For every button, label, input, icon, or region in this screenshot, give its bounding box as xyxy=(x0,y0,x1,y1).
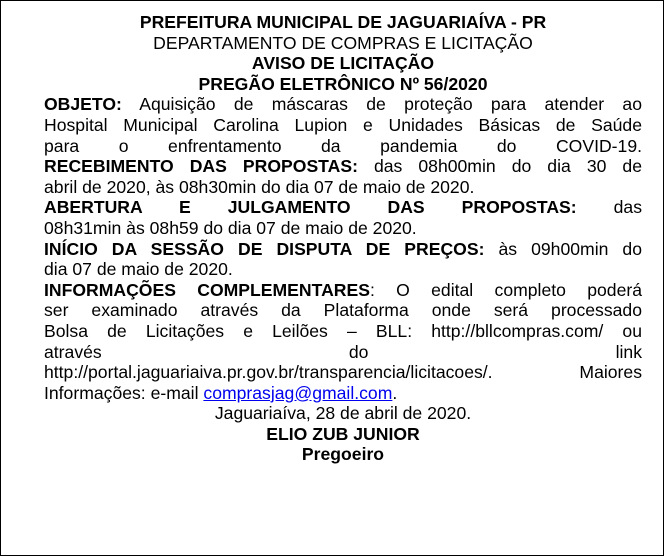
place-date: Jaguariaíva, 28 de abril de 2020. xyxy=(214,403,472,424)
objeto-line-1 xyxy=(44,94,642,115)
header-auction-number: PREGÃO ELETRÔNICO Nº 56/2020 xyxy=(198,73,488,94)
header-department: DEPARTAMENTO DE COMPRAS E LICITAÇÃO xyxy=(153,32,533,53)
inicio-line-2: dia 07 de maio de 2020. xyxy=(44,259,233,280)
informacoes-email-suffix: . xyxy=(392,382,398,403)
email-link[interactable]: comprasjag@gmail.com xyxy=(203,382,393,403)
objeto-line-3 xyxy=(44,136,642,157)
informacoes-email-prefix: Informações: e-mail xyxy=(44,382,199,403)
inicio-line-1 xyxy=(44,239,642,260)
objeto-text-3: para o enfrentamento da pandemia do COVID-19. xyxy=(44,135,642,156)
abertura-text-1: das xyxy=(613,197,642,218)
informacoes-line-1 xyxy=(44,280,642,301)
abertura-label: ABERTURA E JULGAMENTO DAS PROPOSTAS: xyxy=(44,197,577,218)
abertura-line-1 xyxy=(44,197,642,218)
objeto-label: OBJETO: xyxy=(44,94,122,115)
inicio-label: INÍCIO DA SESSÃO DE DISPUTA DE PREÇOS: xyxy=(44,238,485,259)
informacoes-text-1: : O edital completo poderá xyxy=(369,279,642,300)
informacoes-line-6 xyxy=(44,383,642,404)
recebimento-label: RECEBIMENTO DAS PROPOSTAS: xyxy=(44,156,358,177)
recebimento-line-1 xyxy=(44,156,642,177)
objeto-text-2: Hospital Municipal Carolina Lupion e Unidades Básicas de Saúde xyxy=(44,114,642,135)
informacoes-line-5: http://portal.jaguariaiva.pr.gov.br/transparencia/licitacoes/. Maiores xyxy=(44,362,642,383)
header-notice-title: AVISO DE LICITAÇÃO xyxy=(251,53,435,74)
header-city-hall: PREFEITURA MUNICIPAL DE JAGUARIAÍVA - PR xyxy=(139,12,547,32)
recebimento-text-1: das 08h00min do dia 30 de xyxy=(373,156,642,177)
signer-name: ELIO ZUB JUNIOR xyxy=(266,423,420,444)
informacoes-label: INFORMAÇÕES COMPLEMENTARES xyxy=(44,279,370,300)
informacoes-line-4: através do link xyxy=(44,341,642,362)
signer-role: Pregoeiro xyxy=(301,444,385,465)
inicio-text-1: às 09h00min do xyxy=(498,238,643,259)
informacoes-line-3: Bolsa de Licitações e Leilões – BLL: http://bllcompras.com/ ou xyxy=(44,320,642,341)
informacoes-line-2: ser examinado através da Plataforma onde será processado xyxy=(44,300,642,321)
notice-body xyxy=(44,12,642,465)
objeto-text-1: Aquisição de máscaras de proteção para atender ao xyxy=(139,94,642,115)
recebimento-line-2: abril de 2020, às 08h30min do dia 07 de maio de 2020. xyxy=(44,176,475,197)
abertura-line-2: 08h31min às 08h59 do dia 07 de maio de 2020. xyxy=(44,217,417,238)
objeto-line-2 xyxy=(44,115,642,136)
